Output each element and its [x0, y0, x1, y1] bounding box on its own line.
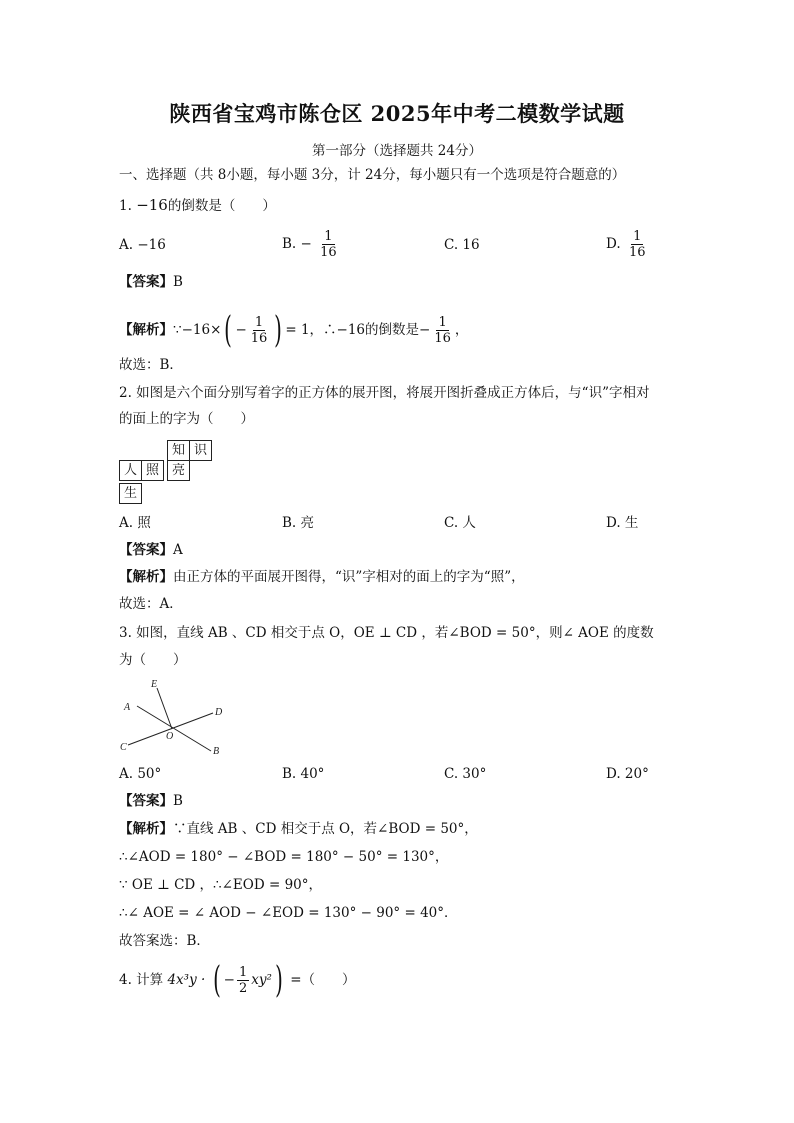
q1-number: 1.	[119, 198, 132, 214]
q2-option-a: A. 照	[119, 515, 151, 531]
q2-option-c: C. 人	[444, 515, 476, 531]
point-label: A	[124, 702, 131, 713]
answer-value: B	[173, 274, 183, 290]
q2-answer	[119, 541, 183, 559]
q1-analysis	[119, 309, 469, 351]
cube-net-cell: 知	[167, 440, 190, 461]
analysis-text: 由正方体的平面展开图得，“识”字相对的面上的字为“照”，	[173, 569, 525, 585]
cube-net-cell: 生	[119, 483, 142, 504]
answer-value: A	[173, 542, 183, 558]
cube-net-cell: 识	[189, 440, 212, 461]
q1-answer	[119, 273, 183, 291]
answer-value: B	[173, 793, 183, 809]
fraction-denominator: 2	[238, 981, 248, 996]
q4-minus: −	[223, 972, 235, 988]
q2-option-b: B. 亮	[282, 515, 315, 531]
q1-expression: −16	[136, 196, 168, 214]
q1-option-b	[282, 229, 341, 260]
analysis-label: 【解析】	[119, 322, 173, 338]
fraction-denominator: 16	[250, 331, 268, 346]
fraction-numerator: 1	[324, 229, 333, 244]
q2-option-d: D. 生	[606, 515, 639, 531]
q1-option-d	[606, 229, 649, 260]
analysis-label: 【解析】	[119, 569, 173, 585]
q3-step-1: ∴∠AOD = 180° − ∠BOD = 180° − 50° = 130°，	[119, 849, 449, 865]
q3-option-b: B. 40°	[282, 766, 325, 782]
cube-net-figure	[119, 440, 215, 506]
fraction-numerator: 1	[254, 315, 264, 330]
fraction	[318, 229, 339, 260]
right-paren: )	[275, 959, 283, 1001]
point-label: C	[120, 742, 127, 753]
cube-net-cell: 照	[141, 460, 164, 481]
fraction	[237, 965, 249, 996]
point-label: E	[151, 679, 158, 690]
cube-net-cell: 亮	[167, 460, 190, 481]
q3-answer	[119, 792, 183, 810]
point-label: D	[215, 707, 223, 718]
q1-text: 的倒数是（ ）	[167, 198, 276, 214]
analysis-text-3: ，	[454, 322, 469, 338]
cube-net-cell: 人	[119, 460, 142, 481]
fraction-denominator: 16	[434, 331, 451, 346]
q1-conclusion: 故选：B．	[119, 357, 183, 373]
point-label: B	[213, 746, 220, 756]
q3-option-d: D. 20°	[606, 766, 649, 782]
q4-prefix: 4. 计算	[119, 972, 164, 988]
fraction	[432, 315, 453, 346]
analysis-text-2: = 1，∴−16的倒数是−	[285, 322, 431, 338]
fraction-denominator: 16	[628, 245, 646, 260]
q3-stem-line-2: 为（ ）	[119, 652, 187, 668]
fraction-numerator: 1	[633, 229, 642, 244]
q3-conclusion: 故答案选：B．	[119, 933, 210, 949]
analysis-minus: −	[235, 322, 247, 338]
question-1	[119, 196, 276, 215]
left-paren: (	[224, 309, 233, 351]
question-4	[119, 959, 356, 1001]
q3-analysis	[119, 820, 478, 838]
q1-option-a: A. −16	[119, 237, 166, 253]
q3-step-2: ∵ OE ⊥ CD ，∴∠EOD = 90°，	[119, 877, 322, 893]
q3-stem-line-1: 3. 如图，直线 AB 、CD 相交于点 O，OE ⊥ CD ，若∠BOD = 50°，则∠ AOE 的度数	[119, 625, 654, 641]
fraction	[627, 229, 648, 260]
q1-option-b-prefix: B. −	[282, 236, 312, 252]
q4-monomial-2: xy²	[251, 972, 272, 988]
line-ab	[137, 706, 211, 751]
page-title: 陕西省宝鸡市陈仓区 2025年中考二模数学试题	[169, 101, 625, 126]
fraction-numerator: 1	[238, 965, 248, 980]
q4-monomial-1: 4x³y ·	[167, 972, 206, 988]
q3-step-3: ∴∠ AOE = ∠ AOD − ∠EOD = 130° − 90° = 40°．	[119, 905, 458, 921]
q4-suffix: =（ ）	[290, 972, 356, 988]
answer-label: 【答案】	[119, 542, 173, 558]
analysis-text-1: ∵−16×	[173, 322, 222, 338]
q2-stem-line-2: 的面上的字为（ ）	[119, 411, 254, 427]
intersecting-lines-figure	[116, 676, 231, 756]
point-label: O	[166, 731, 174, 742]
answer-label: 【答案】	[119, 793, 173, 809]
q1-option-c: C. 16	[444, 237, 480, 253]
left-paren: (	[212, 959, 221, 1001]
q2-stem-line-1: 2. 如图是六个面分别写着字的正方体的展开图，将展开图折叠成正方体后，与“识”字相对	[119, 385, 650, 401]
q2-analysis	[119, 568, 525, 586]
fraction	[249, 315, 270, 346]
right-paren: )	[274, 309, 283, 351]
q2-conclusion: 故选：A．	[119, 596, 183, 612]
q3-option-c: C. 30°	[444, 766, 487, 782]
part-heading: 第一部分（选择题共 24分）	[312, 143, 482, 159]
fraction-numerator: 1	[438, 315, 447, 330]
answer-label: 【答案】	[119, 274, 173, 290]
analysis-text: ∵直线 AB 、CD 相交于点 O，若∠BOD = 50°，	[173, 821, 478, 837]
section-heading: 一、选择题（共 8小题，每小题 3分，计 24分，每小题只有一个选项是符合题意的）	[119, 167, 626, 183]
q1-option-d-prefix: D.	[606, 236, 621, 252]
analysis-label: 【解析】	[119, 821, 173, 837]
fraction-denominator: 16	[320, 245, 337, 260]
q3-option-a: A. 50°	[119, 766, 162, 782]
